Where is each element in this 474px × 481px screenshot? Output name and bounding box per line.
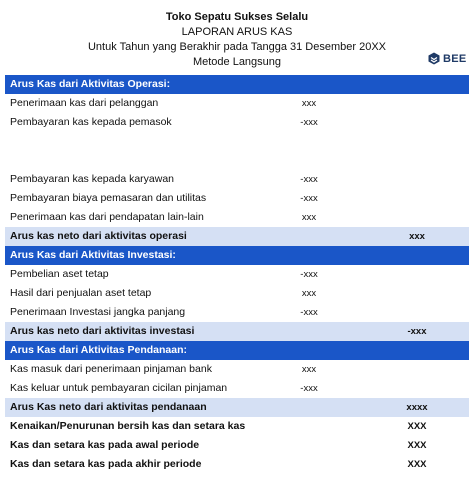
summary-row-ending [5,455,469,474]
report-method: Metode Langsung [192,56,282,68]
row-label: Penerimaan kas dari pendapatan lain-lain [10,211,204,223]
table-row [5,170,469,189]
table-row [5,208,469,227]
row-amount: -xxx [300,383,318,394]
row-amount: -xxx [300,269,318,280]
report-header [0,10,474,70]
blank-row [5,132,469,151]
subtotal-value: xxxx [406,402,428,413]
subtotal-label: Arus kas neto dari aktivitas investasi [10,325,195,337]
bee-logo-icon [428,52,440,65]
report-title: LAPORAN ARUS KAS [181,26,293,38]
section-title: Arus Kas dari Aktivitas Investasi: [10,249,176,261]
summary-row-beginning [5,436,469,455]
table-row [5,113,469,132]
row-label: Penerimaan kas dari pelanggan [10,97,159,109]
subtotal-label: Arus Kas neto dari aktivitas pendanaan [10,401,207,413]
summary-value: XXX [407,421,427,432]
subtotal-label: Arus kas neto dari aktivitas operasi [10,230,187,242]
summary-value: XXX [407,440,427,451]
row-label: Penerimaan Investasi jangka panjang [10,306,186,318]
row-label: Pembayaran kas kepada karyawan [10,173,175,185]
row-amount: xxx [301,212,317,223]
row-label: Pembayaran biaya pemasaran dan utilitas [10,192,207,204]
subtotal-row-pendanaan [5,398,469,417]
report-period: Untuk Tahun yang Berakhir pada Tangga 31 Desember 20XX [87,41,386,53]
subtotal-value: -xxx [407,326,427,337]
row-amount: xxx [301,364,317,375]
blank-row [5,151,469,170]
table-row [5,303,469,322]
section-title: Arus Kas dari Aktivitas Pendanaan: [10,344,188,356]
section-header-pendanaan [5,341,469,360]
table-row [5,360,469,379]
summary-label: Kas dan setara kas pada awal periode [10,439,200,451]
row-amount: -xxx [300,174,318,185]
section-header-operasi [5,75,469,94]
table-row [5,265,469,284]
bee-logo [428,52,467,65]
summary-row-net-change [5,417,469,436]
logo-text: BEE [443,52,467,65]
subtotal-value: xxx [409,231,425,242]
summary-value: XXX [407,459,427,470]
row-amount: xxx [301,288,317,299]
summary-label: Kas dan setara kas pada akhir periode [10,458,202,470]
row-label: Pembayaran kas kepada pemasok [10,116,172,128]
row-amount: -xxx [300,193,318,204]
table-row [5,189,469,208]
section-header-investasi [5,246,469,265]
row-label: Pembelian aset tetap [10,268,109,280]
table-row [5,94,469,113]
row-label: Kas keluar untuk pembayaran cicilan pinjaman [10,382,228,394]
table-row [5,379,469,398]
cash-flow-table [5,75,469,474]
subtotal-row-operasi [5,227,469,246]
row-amount: -xxx [300,117,318,128]
subtotal-row-investasi [5,322,469,341]
summary-label: Kenaikan/Penurunan bersih kas dan setara kas [10,420,246,432]
row-label: Kas masuk dari penerimaan pinjaman bank [10,363,212,375]
row-label: Hasil dari penjualan aset tetap [10,287,152,299]
company-name: Toko Sepatu Sukses Selalu [165,11,309,23]
table-row [5,284,469,303]
row-amount: -xxx [300,307,318,318]
row-amount: xxx [301,98,317,109]
section-title: Arus Kas dari Aktivitas Operasi: [10,78,171,90]
